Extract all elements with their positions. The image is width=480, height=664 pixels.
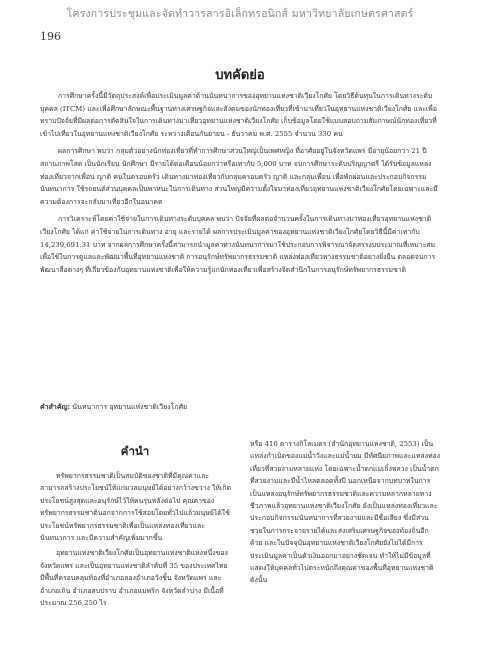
abstract-title: บทคัดย่อ — [215, 68, 265, 83]
abstract-paragraph-2: ผลการศึกษา พบว่า กลุ่มตัวอย่างนักท่องเที่ยวที่ทำการศึกษาส่วนใหญ่เป็นเพศหญิง ที่อาศัยอยู่ในจังหวัดแพร่ มีอายุน้อยกว่า 21 ปี สถานภาพโสด เป็นนักเรียน นักศึกษา มีรายได้ต่อเดือนน้อยกว่าหรือเท่ากับ 5,000 บาท จบการศึกษาระดับปริญญาตรี ได้รับข้อมูลแหล่งท่องเที่ยวจากเพื่อน ญาติ คนในครอบครัว เดินทางมาท่องเที่ยวกับกลุ่มครอบครัว ญาติ และกลุ่มเพื่อน เพื่อพักผ่อนและประกอบกิจกรรมนันทนาการ ใช้รถยนต์ส่วนบุคคลเป็นพาหนะในการเดินทาง ส่วนใหญ่มีความตั้งใจมาท่องเที่ยวอุทยานแห่งชาติเวียงโกศัยโดยเฉพาะและมีความต้องการจะกลับมาเที่ยวอีกในอนาคต — [40, 147, 438, 206]
page-number: 196 — [40, 30, 61, 43]
running-header: โครงการประชุมและจัดทำวารสารอิเล็กทรอนิกส์ มหาวิทยาลัยเกษตรศาสตร์ — [66, 8, 414, 20]
intro-left-paragraph-2: อุทยานแห่งชาติเวียงโกศัยเป็นอุทยานแห่งชาติแห่งหนึ่งของจังหวัดแพร่ และเป็นอุทยานแห่งชาติลำดับที่ 35 ของประเทศไทย มีพื้นที่ครอบคลุมท้องที่อำเภอลองอำเภอวังชิ้น จังหวัดแพร่ และอำเภอเถิน อำเภอสบปราบ อำเภอแม่พริก จังหวัดลำปาง มีเนื้อที่ประมาณ 256,250 ไร่ — [40, 549, 228, 608]
introduction-title: คำนำ — [120, 444, 150, 458]
abstract-paragraph-3: การวิเคราะห์โดยค่าใช้จ่ายในการเดินทางระดับบุคคล พบว่า ปัจจัยที่ผลต่อจำนวนครั้งในการเดินทางมาท่องเที่ยวอุทยานแห่งชาติเวียงโกศัย ได้แก่ ค่าใช้จ่ายในการเดินทาง อายุ และรายได้ ผลการประเมินมูลค่าของอุทยานแห่งชาติเวียงโกศัยโดยวิธีนี้มีค่าเท่ากับ 14,239,691.31 บาท จากผลการศึกษาครั้งนี้สามารถนำมูลค่าทางนันทนาการมาใช้ประกอบการพิจารณาจัดสรรงบประมาณที่เหมาะสม เพื่อใช้ในการดูแลและพัฒนาพื้นที่อุทยานแห่งชาติ การอนุรักษ์ทรัพยากรธรรมชาติ แหล่งท่องเที่ยวทางธรรมชาติอย่างยั่งยืน ตลอดจนการพัฒนาสื่อต่างๆ ที่เกี่ยวข้องกับอุทยานแห่งชาติเพื่อให้ความรู้แก่นักท่องเที่ยวเพื่อสร้างจิตสำนึกในการอนุรักษ์ทรัพยากรธรรมชาติ — [40, 215, 436, 274]
keywords-label: คำสำคัญ: — [40, 402, 71, 411]
introduction-left-column — [40, 470, 232, 612]
intro-right-paragraph-1: หรือ 410 ตารางกิโลเมตร (สำนักอุทยานแห่งชาติ, 2553) เป็นแหล่งกำเนิดของแม่น้ำวังและแม่น้ำยม มีทัศนียภาพและแหล่งท่องเที่ยวที่สวยงามหลายแห่ง โดยเฉพาะน้ำตกแม่เกิ๋งหลวง เป็นน้ำตกที่สวยงามและมีน้ำไหลตลอดทั้งปี นอกเหนือจากบทบาทในการเป็นแหล่งอนุรักษ์ทรัพยากรธรรมชาติและความหลากหลายทางชีวภาพแล้วอุทยานแห่งชาติเวียงโกศัย ยังเป็นแหล่งท่องเที่ยวและประกอบกิจกรรมนันทนาการที่สวยงามและมีชื่อเสียง ซึ่งมีส่วนช่วยในการกระจายรายได้และส่งเสริมเศรษฐกิจของท้องถิ่นอีกด้วย และในปัจจุบันอุทยานแห่งชาติเวียงโกศัยยังไม่ได้มีการประเมินมูลค่าเป็นตัวเงินออกมาอย่างชัดเจน ทำให้ไม่มีข้อมูลที่แสดงให้บุคคลทั่วไปตระหนักถึงคุณค่าของพื้นที่อุทยานแห่งชาติดังนั้น — [250, 440, 441, 585]
introduction-right-column — [250, 438, 440, 590]
keywords-line — [40, 402, 440, 413]
abstract-paragraph-1: การศึกษาครั้งนี้มีวัตถุประสงค์เพื่อประเมินมูลค่าด้านนันทนาการของอุทยานแห่งชาติเวียงโกศัย โดยวิธีต้นทุนในการเดินทางระดับบุคคล (ITCM) และเพื่อศึกษาลักษณะพื้นฐานทางเศรษฐกิจและสังคมของนักท่องเที่ยวที่เข้ามาเที่ยวในอุทยานแห่งชาติเวียงโกศัย และเพื่อทราบปัจจัยที่มีผลต่อการตัดสินใจในการเดินทางมาเที่ยวอุทยานแห่งชาติเวียงโกศัย เก็บข้อมูลโดยใช้แบบสอบถามสัมภาษณ์นักท่องเที่ยวที่เข้าไปเที่ยวในอุทยานแห่งชาติเวียงโกศัย ระหว่างเดือนกันยายน - ธันวาคม พ.ศ. 2555 จำนวน 330 คน — [40, 92, 437, 138]
intro-left-paragraph-1: ทรัพยากรธรรมชาติเป็นสมบัติของชาติที่มีคุณค่าและสามารถสร้างประโยชน์ให้แก่มวลมนุษย์ได้อย่างกว้างขวาง ให้เกิดประโยชน์สูงสุดและอนุรักษ์ไว้ให้คนรุ่นหลังต่อไป คุณค่าของทรัพยากรธรรมชาตินอกจากการใช้สอยโดยทั่วไปแล้วมนุษย์ได้ใช้ประโยชน์ทรัพยากรธรรมชาติเพื่อเป็นแหล่งท่องเที่ยวและนันทนาการ และมีความสำคัญเพิ่มมากขึ้น — [40, 472, 231, 543]
keywords-value: นันทนาการ อุทยานแห่งชาติเวียงโกศัย — [72, 403, 188, 411]
abstract-body — [40, 90, 440, 281]
